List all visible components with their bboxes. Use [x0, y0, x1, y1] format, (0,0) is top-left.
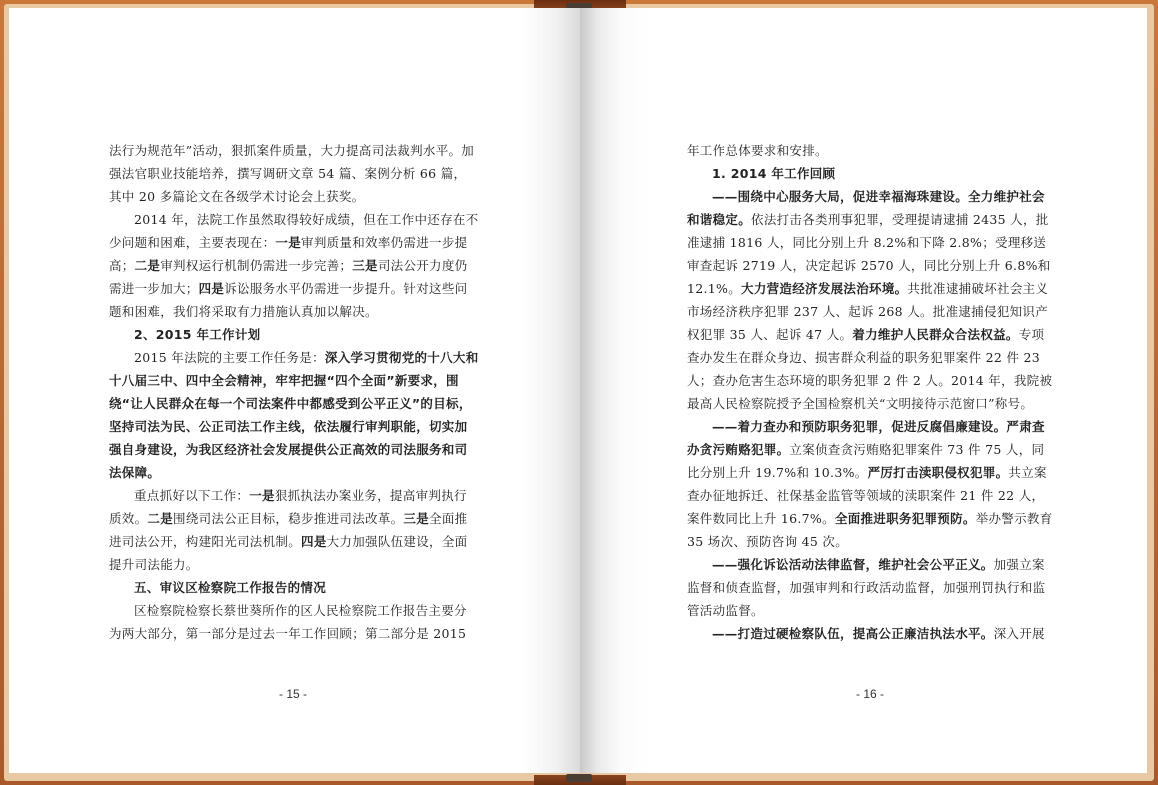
binding-clip-bottom [566, 774, 592, 782]
text-run: 依法打击各类刑事犯罪，受理提请逮捕 2435 人，批准逮捕 1816 人，同比分别上升 8.2%和下降 2.8%；受理移送审查起诉 2719 人，决定起诉 2570 人，同比分别上升 6.8%和 12.1%。 [687, 212, 1051, 296]
bold-run: 大力营造经济发展法治环境。 [741, 281, 908, 296]
bold-run: ——强化诉讼活动法律监督，维护社会公平正义。 [712, 557, 994, 572]
text-run: 举办警示教育 35 场次、预防咨询 45 次。 [687, 511, 1053, 549]
text-run: 狠抓执法办案业务，提高审判执行质效。 [109, 488, 467, 526]
left-page-text [109, 139, 479, 645]
paragraph: 法行为规范年”活动，狠抓案件质量，大力提高司法裁判水平。加强法官职业技能培养，撰写调研文章 54 篇、案例分析 66 篇，其中 20 多篇论文在各级学术讨论会上获奖。 [109, 143, 475, 204]
bold-run: 四是 [301, 534, 327, 549]
text-run: 审判质量和效率仍需进一步提高； [109, 235, 468, 273]
text-run: 围绕司法公正目标，稳步推进司法改革。 [173, 511, 404, 526]
text-run: 深入开展 [993, 626, 1045, 641]
text-run: 立案侦查贪污贿赂犯罪案件 73 件 75 人，同比分别上升 19.7%和 10.3%。 [687, 442, 1045, 480]
text-run: 共立案查办征地拆迁、社保基金监管等领域的渎职案件 21 件 22 人，案件数同比上升 16.7%。 [687, 465, 1047, 526]
text-run: 2014 年，法院工作虽然取得较好成绩，但在工作中还存在不少问题和困难，主要表现在： [109, 212, 479, 250]
bold-run: 着力维护人民群众合法权益。 [852, 327, 1019, 342]
paragraph [687, 553, 1057, 622]
page-number: - 15 - [279, 687, 308, 701]
section-heading: 1. 2014 年工作回顾 [712, 166, 836, 181]
paragraph [687, 185, 1057, 415]
text-run: 诉讼服务水平仍需进一步提升。针对这些问题和困难，我们将采取有力措施认真加以解决。 [109, 281, 468, 319]
text-run: 共批准逮捕破坏社会主义市场经济秩序犯罪 237 人、起诉 268 人。批准逮捕侵犯知识产权犯罪 35 人、起诉 47 人。 [687, 281, 1049, 342]
right-page[interactable] [580, 8, 1147, 773]
paragraph [687, 622, 1057, 645]
bold-run: ——围绕中心服务大局，促进幸福海珠建设。全力维护社会和谐稳定。 [687, 189, 1045, 227]
paragraph [109, 346, 479, 484]
text-run: 大力加强队伍建设，全面提升司法能力。 [109, 534, 468, 572]
page-number: - 16 - [856, 687, 885, 701]
paragraph [687, 415, 1057, 553]
text-run: 重点抓好以下工作： [134, 488, 250, 503]
paragraph [109, 208, 479, 323]
paragraph [109, 484, 479, 576]
left-page[interactable] [9, 8, 580, 773]
text-run: 审判权运行机制仍需进一步完善； [160, 258, 353, 273]
text-run: 司法公开力度仍需进一步加大； [109, 258, 468, 296]
bold-run: 二是 [134, 258, 161, 273]
bold-run: 全面推进职务犯罪预防。 [834, 511, 976, 526]
text-run: 加强立案监督和侦查监督，加强审判和行政活动监督，加强刑罚执行和监管活动监督。 [687, 557, 1046, 618]
bold-run: 一是 [275, 235, 302, 250]
bold-run: 严厉打击渎职侵权犯罪。 [867, 465, 1009, 480]
bold-run: 一是 [249, 488, 275, 503]
bold-run: 三是 [403, 511, 430, 526]
text-run: 全面推进司法公开，构建阳光司法机制。 [109, 511, 468, 549]
section-heading: 2、2015 年工作计划 [134, 327, 261, 342]
bold-run: 二是 [147, 511, 174, 526]
bold-run: 深入学习贯彻党的十八大和十八届三中、四中全会精神，牢牢把握“四个全面”新要求，围绕“让人民群众在每一个司法案件中都感受到公平正义”的目标，坚持司法为民、公正司法工作主线，依法履行审判职能，切实加强自身建设，为我区经济社会发展提供公正高效的司法服务和司法保障。 [109, 350, 479, 480]
bold-run: ——打造过硬检察队伍，提高公正廉洁执法水平。 [712, 626, 994, 641]
text-run: 专项查办发生在群众身边、损害群众利益的职务犯罪案件 22 件 23 人；查办危害生态环境的职务犯罪 2 件 2 人。2014 年，我院被最高人民检察院授予全国检察机关“文明接待示范窗口”称号。 [687, 327, 1053, 411]
bold-run: 四是 [198, 281, 225, 296]
paragraph: 区检察院检察长蔡世葵所作的区人民检察院工作报告主要分为两大部分，第一部分是过去一年工作回顾；第二部分是 2015 [109, 603, 467, 641]
text-run: 2015 年法院的主要工作任务是： [134, 350, 325, 365]
right-page-text [687, 139, 1057, 645]
paragraph: 年工作总体要求和安排。 [687, 143, 828, 158]
bold-run: ——着力查办和预防职务犯罪，促进反腐倡廉建设。严肃查办贪污贿赂犯罪。 [687, 419, 1045, 457]
section-heading: 五、审议区检察院工作报告的情况 [134, 580, 327, 595]
bold-run: 三是 [352, 258, 378, 273]
